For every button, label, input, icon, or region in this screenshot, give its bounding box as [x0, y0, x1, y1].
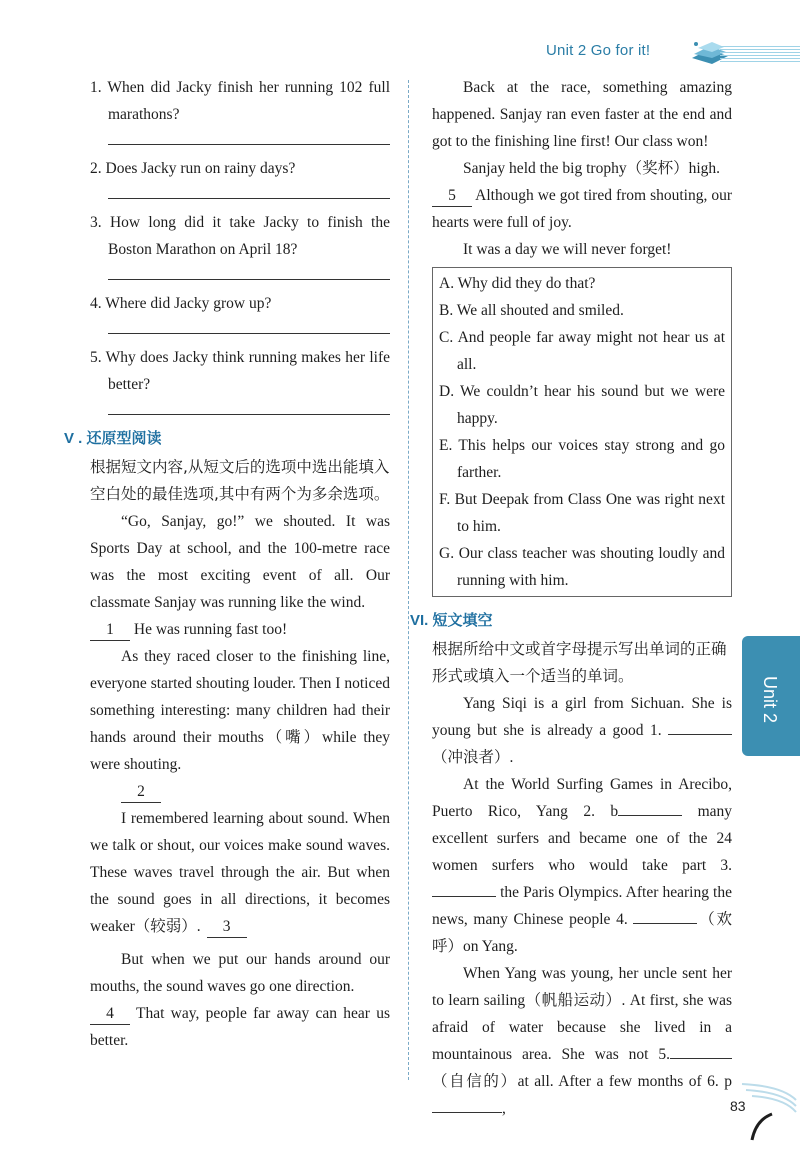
- question-1: 1. When did Jacky finish her running 102 full marathons?: [90, 79, 390, 123]
- section-5-title: V . 还原型阅读: [64, 430, 162, 447]
- answer-line-4[interactable]: [108, 317, 390, 334]
- unit-header-label: Unit 2 Go for it!: [546, 42, 651, 59]
- option-c: C. And people far away might not hear us at all.: [439, 329, 725, 373]
- fill-text-1a: Yang Siqi is a girl from Sichuan. She is young but she is already a good 1.: [432, 695, 732, 739]
- fill-paragraph-3: [432, 960, 732, 1122]
- fill-text-2a: At the World Surfing Games in Arecibo, Puerto Rico, Yang 2. b: [432, 776, 732, 820]
- passage-paragraph-6b: [432, 182, 732, 236]
- passage-paragraph-6: Sanjay held the big trophy（奖杯）high.: [463, 160, 721, 177]
- option-e: E. This helps our voices stay strong and go farther.: [439, 437, 725, 481]
- blank-2[interactable]: 2: [121, 782, 161, 803]
- page-header: [540, 40, 800, 68]
- answer-line-5[interactable]: [108, 398, 390, 415]
- blank-3[interactable]: 3: [207, 917, 247, 938]
- fill-text-3a: When Yang was young, her uncle sent her to learn sailing（帆船运动）. At first, she was afraid of water because she lived in a mountainous area. She was not 5.: [432, 965, 732, 1063]
- option-a: A. Why did they do that?: [439, 275, 596, 292]
- side-tab-label: Unit 2: [760, 676, 780, 724]
- fill-blank-2[interactable]: [618, 815, 682, 816]
- fill-text-2d: （欢呼）on Yang.: [432, 911, 732, 955]
- fill-blank-1[interactable]: [668, 734, 732, 735]
- blank-1[interactable]: 1: [90, 620, 130, 641]
- options-box: [432, 267, 732, 597]
- fill-text-1b: （冲浪者）.: [432, 749, 514, 766]
- fill-blank-3[interactable]: [432, 896, 496, 897]
- section-5-instructions: 根据短文内容,从短文后的选项中选出能填入空白处的最佳选项,其中有两个为多余选项。: [90, 458, 390, 503]
- option-b: B. We all shouted and smiled.: [439, 302, 624, 319]
- answer-line-3[interactable]: [108, 263, 390, 280]
- answer-line-2[interactable]: [108, 182, 390, 199]
- passage-text-6b: Although we got tired from shouting, our hearts were full of joy.: [432, 187, 732, 231]
- passage-paragraph-blank2: [90, 778, 390, 805]
- passage-paragraph-1: “Go, Sanjay, go!” we shouted. It was Sports Day at school, and the 100-metre race was the most exciting event of all. Our classmate Sanjay was running like the wind.: [90, 513, 390, 611]
- fill-paragraph-1: [432, 690, 732, 771]
- unit-side-tab: [742, 636, 800, 756]
- answer-line-1[interactable]: [108, 128, 390, 145]
- fill-paragraph-2: [432, 771, 732, 960]
- fill-text-2c: the Paris Olympics. After hearing the news, many Chinese people 4.: [432, 884, 732, 928]
- option-g: G. Our class teacher was shouting loudly and running with him.: [439, 545, 725, 589]
- passage-paragraph-2: As they raced closer to the finishing line, everyone started shouting louder. Then I noticed something interesting: many children had their hands around their mouths（嘴）while they were shouting.: [90, 648, 390, 773]
- question-5: 5. Why does Jacky think running makes her life better?: [90, 349, 390, 393]
- fill-blank-6[interactable]: [432, 1112, 502, 1113]
- blank-4[interactable]: 4: [90, 1004, 130, 1025]
- fill-text-3b: （自信的）at all. After a few months of 6. p: [432, 1073, 732, 1090]
- option-f: F. But Deepak from Class One was right next to him.: [439, 491, 725, 535]
- right-column: [410, 74, 732, 1122]
- fill-text-2b: many excellent surfers and became one of the 24 women surfers who would take part 3.: [432, 803, 732, 874]
- section-6-title: VI. 短文填空: [410, 612, 493, 629]
- page-number: 83: [730, 1098, 746, 1114]
- page-corner-decoration: [712, 1080, 800, 1157]
- passage-paragraph-7: It was a day we will never forget!: [463, 241, 672, 258]
- passage-paragraph-4: But when we put our hands around our mouths, the sound waves go one direction.: [90, 951, 390, 995]
- option-d: D. We couldn’t hear his sound but we were happy.: [439, 383, 725, 427]
- passage-paragraph-1b: [90, 616, 390, 643]
- column-divider: [408, 80, 409, 1080]
- left-column: [64, 74, 390, 1054]
- question-2: 2. Does Jacky run on rainy days?: [90, 160, 296, 177]
- question-4: 4. Where did Jacky grow up?: [90, 295, 272, 312]
- passage-paragraph-3: [90, 805, 390, 940]
- passage-text-1b: He was running fast too!: [130, 621, 288, 638]
- fill-blank-4[interactable]: [633, 923, 697, 924]
- header-decoration: [720, 46, 800, 64]
- fill-blank-5[interactable]: [670, 1058, 732, 1059]
- question-3: 3. How long did it take Jacky to finish the Boston Marathon on April 18?: [90, 214, 390, 258]
- blank-5[interactable]: 5: [432, 186, 472, 207]
- passage-paragraph-5: Back at the race, something amazing happened. Sanjay ran even faster at the end and got to the finishing line first! Our class won!: [432, 79, 732, 150]
- section-6-instructions: 根据所给中文或首字母提示写出单词的正确形式或填入一个适当的单词。: [432, 640, 727, 685]
- passage-text-4b: That way, people far away can hear us better.: [90, 1005, 390, 1049]
- passage-paragraph-4b: [90, 1000, 390, 1054]
- fill-text-3c: ,: [502, 1100, 506, 1117]
- passage-text-3: I remembered learning about sound. When we talk or shout, our voices make sound waves. These waves travel through the air. But when the sound goes in all directions, it becomes weaker（较弱）.: [90, 810, 390, 935]
